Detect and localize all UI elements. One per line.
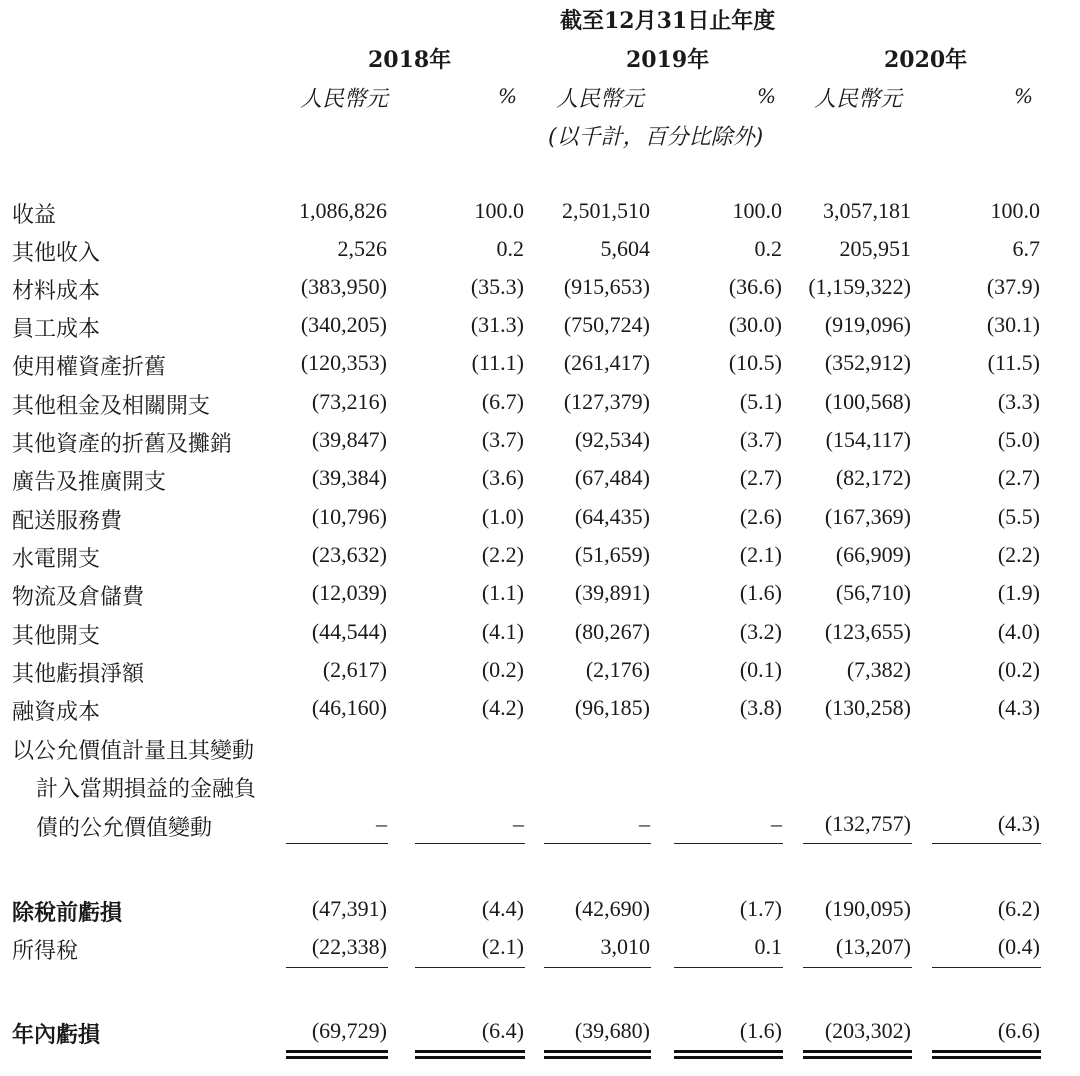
table-row	[0, 427, 1080, 459]
table-row	[0, 619, 1080, 651]
value-2020: (352,912)	[824, 350, 911, 375]
row-label: 其他虧損淨額	[12, 662, 145, 687]
value-2019: (39,680)	[574, 1018, 650, 1043]
pct-label-2020: %	[1014, 84, 1034, 108]
value-2019: (80,267)	[574, 619, 650, 644]
pct-2018: (35.3)	[470, 274, 524, 299]
table-row	[0, 542, 1080, 574]
value-2018: (12,039)	[311, 580, 387, 605]
pct-2020: (0.4)	[997, 934, 1040, 959]
value-2020: (1,159,322)	[808, 274, 911, 299]
value-2019: (127,379)	[563, 389, 650, 414]
pct-2020: (4.3)	[997, 695, 1040, 720]
pct-2018: (1.1)	[481, 580, 524, 605]
row-label: 收益	[12, 203, 57, 228]
table-row	[0, 811, 1080, 843]
pct-2018: (6.4)	[481, 1018, 524, 1043]
row-label: 員工成本	[12, 317, 101, 342]
pct-2020: (37.9)	[986, 274, 1040, 299]
pct-2018: (1.0)	[481, 504, 524, 529]
table-row	[0, 389, 1080, 421]
subtotal-rule	[415, 967, 525, 968]
pct-2019: (10.5)	[728, 350, 782, 375]
pct-2020: (11.5)	[987, 350, 1040, 375]
pct-2019: 0.2	[754, 236, 782, 261]
row-label: 材料成本	[12, 279, 101, 304]
value-2020: (7,382)	[846, 657, 911, 682]
subtotal-rule	[544, 843, 651, 844]
unit-label-2019: 人民幣元	[556, 87, 645, 112]
pct-2019: (1.7)	[739, 896, 782, 921]
table-row	[0, 350, 1080, 382]
row-label: 年內虧損	[12, 1022, 101, 1048]
value-2020: (123,655)	[824, 619, 911, 644]
fv-label-line-2	[0, 772, 1080, 804]
pct-2019: (3.8)	[739, 695, 782, 720]
row-label: 除稅前虧損	[12, 900, 123, 926]
pct-2020: (6.2)	[997, 896, 1040, 921]
table-row	[0, 465, 1080, 497]
pct-2020: (4.3)	[997, 811, 1040, 836]
value-2020: (82,172)	[835, 465, 911, 490]
pct-2019: 100.0	[732, 198, 782, 223]
row-label: 使用權資產折舊	[12, 355, 167, 380]
pct-2018: (2.1)	[481, 934, 524, 959]
table-row	[0, 657, 1080, 689]
table-row	[0, 236, 1080, 268]
pct-2018: (31.3)	[470, 312, 524, 337]
year-2018-header: 2018年	[368, 47, 452, 73]
row-label: 其他租金及相關開支	[12, 394, 211, 419]
subtotal-rule	[932, 967, 1041, 968]
value-2020: (203,302)	[824, 1018, 911, 1043]
row-label: 債的公允價值變動	[36, 816, 213, 841]
pct-2020: (2.7)	[997, 465, 1040, 490]
value-2019: 5,604	[600, 236, 650, 261]
pct-2020: (4.0)	[997, 619, 1040, 644]
pct-2018: (3.7)	[481, 427, 524, 452]
table-row	[0, 695, 1080, 727]
table-row	[0, 198, 1080, 230]
value-2020: (154,117)	[825, 427, 911, 452]
pct-2020: (5.0)	[997, 427, 1040, 452]
subtotal-rule	[803, 843, 912, 844]
pct-2018: (3.6)	[481, 465, 524, 490]
value-2019: –	[639, 811, 650, 836]
table-row	[0, 934, 1080, 966]
pct-2020: 100.0	[990, 198, 1040, 223]
value-2018: (2,617)	[322, 657, 387, 682]
value-2018: 2,526	[337, 236, 387, 261]
value-2018: (383,950)	[300, 274, 387, 299]
pct-2019: (2.7)	[739, 465, 782, 490]
value-2019: (750,724)	[563, 312, 650, 337]
pct-2019: (3.2)	[739, 619, 782, 644]
value-2019: 2,501,510	[562, 198, 650, 223]
units-note: (以千計，百分比除外)	[548, 125, 764, 150]
value-2019: (92,534)	[574, 427, 650, 452]
value-2019: (261,417)	[563, 350, 650, 375]
total-double-rule	[415, 1050, 525, 1059]
pct-label-2018: %	[498, 84, 518, 108]
row-label: 計入當期損益的金融負	[36, 777, 257, 802]
pct-2020: (5.5)	[997, 504, 1040, 529]
value-2019: (39,891)	[574, 580, 650, 605]
value-2020: (919,096)	[824, 312, 911, 337]
value-2018: (340,205)	[300, 312, 387, 337]
pct-2020: (30.1)	[986, 312, 1040, 337]
value-2018: (120,353)	[300, 350, 387, 375]
pct-2018: 100.0	[474, 198, 524, 223]
unit-label-2018: 人民幣元	[300, 87, 389, 112]
row-label: 其他開支	[12, 624, 101, 649]
row-label: 融資成本	[12, 700, 101, 725]
value-2020: 3,057,181	[823, 198, 911, 223]
total-double-rule	[544, 1050, 651, 1059]
table-row	[0, 580, 1080, 612]
value-2019: (51,659)	[574, 542, 650, 567]
pct-2018: (4.4)	[481, 896, 524, 921]
value-2019: (2,176)	[585, 657, 650, 682]
row-label: 物流及倉儲費	[12, 585, 145, 610]
row-label: 其他收入	[12, 241, 101, 266]
subtotal-rule	[286, 967, 388, 968]
subtotal-rule	[544, 967, 651, 968]
value-2018: (22,338)	[311, 934, 387, 959]
table-row	[0, 1018, 1080, 1050]
value-2020: (66,909)	[835, 542, 911, 567]
value-2018: (46,160)	[311, 695, 387, 720]
row-label: 配送服務費	[12, 509, 123, 534]
value-2018: –	[376, 811, 387, 836]
value-2020: (56,710)	[835, 580, 911, 605]
value-2020: (130,258)	[824, 695, 911, 720]
subtotal-rule	[932, 843, 1041, 844]
value-2019: (96,185)	[574, 695, 650, 720]
pct-2018: (2.2)	[481, 542, 524, 567]
pct-2019: (5.1)	[739, 389, 782, 414]
table-row	[0, 274, 1080, 306]
value-2020: (13,207)	[835, 934, 911, 959]
period-header: 截至12月31日止年度	[560, 8, 776, 34]
pct-2020: 6.7	[1012, 236, 1040, 261]
value-2018: (23,632)	[311, 542, 387, 567]
subtotal-rule	[286, 843, 388, 844]
row-label: 水電開支	[12, 547, 101, 572]
pct-2018: (0.2)	[481, 657, 524, 682]
fv-label-line-1	[0, 734, 1080, 766]
pct-2020: (2.2)	[997, 542, 1040, 567]
value-2018: (39,847)	[311, 427, 387, 452]
subtotal-rule	[674, 967, 783, 968]
pct-2019: (2.6)	[739, 504, 782, 529]
pct-2019: (1.6)	[739, 1018, 782, 1043]
value-2020: 205,951	[839, 236, 911, 261]
subtotal-rule	[803, 967, 912, 968]
pct-2018: (6.7)	[481, 389, 524, 414]
pct-2019: (0.1)	[739, 657, 782, 682]
pct-2019: (2.1)	[739, 542, 782, 567]
subtotal-rule	[674, 843, 783, 844]
year-2019-header: 2019年	[626, 47, 710, 73]
value-2019: (67,484)	[574, 465, 650, 490]
row-label: 其他資產的折舊及攤銷	[12, 432, 233, 457]
value-2019: 3,010	[600, 934, 650, 959]
value-2019: (64,435)	[574, 504, 650, 529]
table-row	[0, 312, 1080, 344]
pct-2019: (30.0)	[728, 312, 782, 337]
pct-2020: (3.3)	[997, 389, 1040, 414]
value-2018: (47,391)	[311, 896, 387, 921]
pct-2020: (0.2)	[997, 657, 1040, 682]
value-2019: (915,653)	[563, 274, 650, 299]
total-double-rule	[932, 1050, 1041, 1059]
value-2020: (132,757)	[824, 811, 911, 836]
value-2018: (44,544)	[311, 619, 387, 644]
pct-2019: 0.1	[754, 934, 782, 959]
value-2020: (167,369)	[824, 504, 911, 529]
table-row	[0, 504, 1080, 536]
value-2020: (190,095)	[824, 896, 911, 921]
value-2018: 1,086,826	[299, 198, 387, 223]
total-double-rule	[803, 1050, 912, 1059]
value-2019: (42,690)	[574, 896, 650, 921]
row-label: 以公允價值計量且其變動	[12, 739, 255, 764]
pct-2019: (3.7)	[739, 427, 782, 452]
value-2018: (39,384)	[311, 465, 387, 490]
pct-2019: (36.6)	[728, 274, 782, 299]
pct-2018: 0.2	[496, 236, 524, 261]
table-row	[0, 896, 1080, 928]
pct-label-2019: %	[757, 84, 777, 108]
pct-2019: –	[771, 811, 782, 836]
unit-label-2020: 人民幣元	[814, 87, 903, 112]
pct-2018: (11.1)	[471, 350, 524, 375]
pct-2018: (4.1)	[481, 619, 524, 644]
pct-2019: (1.6)	[739, 580, 782, 605]
value-2018: (10,796)	[311, 504, 387, 529]
value-2018: (73,216)	[311, 389, 387, 414]
pct-2020: (1.9)	[997, 580, 1040, 605]
pct-2018: –	[513, 811, 524, 836]
total-double-rule	[286, 1050, 388, 1059]
total-double-rule	[674, 1050, 783, 1059]
value-2020: (100,568)	[824, 389, 911, 414]
row-label: 所得稅	[12, 939, 79, 964]
subtotal-rule	[415, 843, 525, 844]
pct-2018: (4.2)	[481, 695, 524, 720]
value-2018: (69,729)	[311, 1018, 387, 1043]
row-label: 廣告及推廣開支	[12, 470, 167, 495]
pct-2020: (6.6)	[997, 1018, 1040, 1043]
year-2020-header: 2020年	[884, 47, 968, 73]
